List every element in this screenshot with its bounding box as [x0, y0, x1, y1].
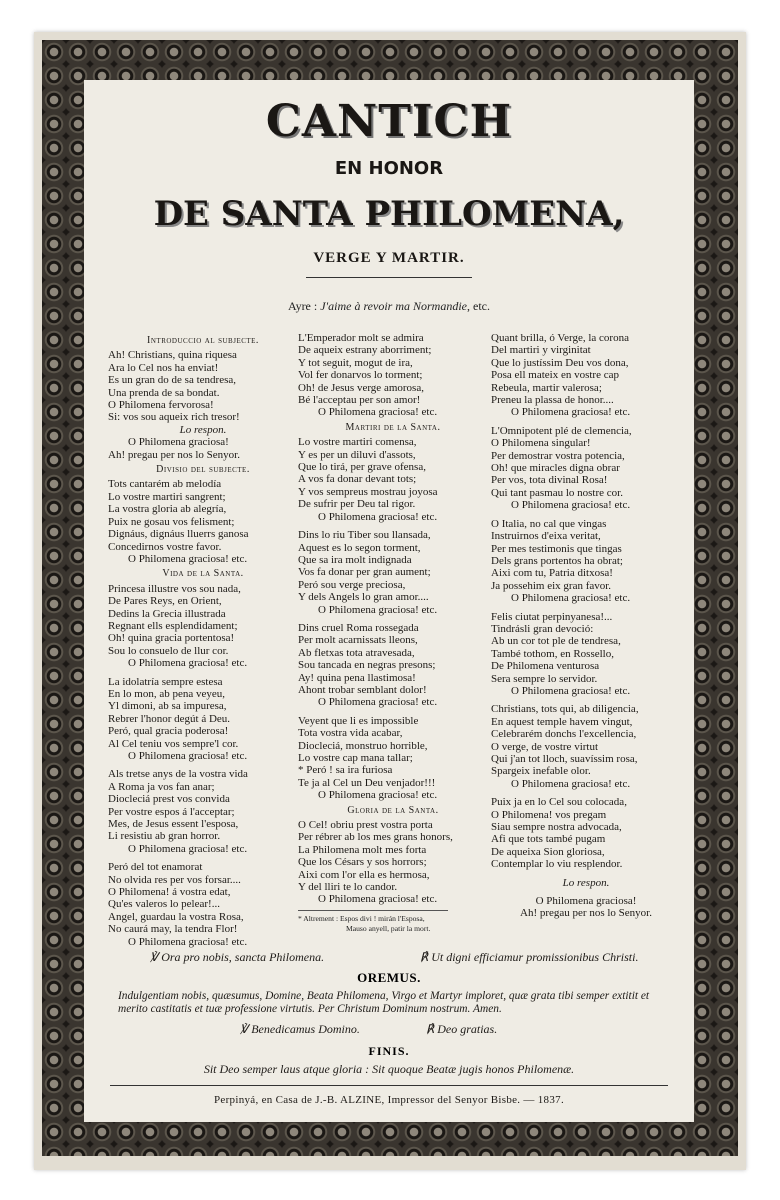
title-santa-philomena: DE SANTA PHILOMENA,	[153, 194, 625, 234]
verse-line: Ab un cor tot ple de tendresa,	[491, 635, 621, 648]
verse-line: Siau sempre nostra advocada,	[491, 821, 622, 834]
verse-line: Angel, guardau la vostra Rosa,	[108, 910, 244, 923]
verse-line: Qui tant pasmau lo nostre cor.	[491, 486, 623, 499]
verse-line: Peró sou verge preciosa,	[298, 578, 406, 591]
refrain-line: O Philomena graciosa! etc.	[128, 552, 248, 565]
ayre-line	[84, 299, 694, 314]
verse-line: Instruirnos d'eixa veritat,	[491, 530, 601, 543]
verse-line: Del martiri y virginitat	[491, 344, 591, 357]
verse-line: Tindrásli gran devoció:	[491, 622, 594, 635]
verse-line: Aquest es lo segon torment,	[298, 541, 421, 554]
section-heading: Gloria de la Santa.	[347, 804, 439, 816]
section-heading: Introduccio al subjecte.	[147, 335, 259, 346]
verse-line: O Philomena! á vostra edat,	[108, 886, 231, 899]
verse-line: Puix ne gosau vos felisment;	[108, 515, 235, 528]
verse-line: Oh! de Jesus verge amorosa,	[298, 381, 424, 394]
verse-line: Y del lliri te lo candor.	[298, 881, 398, 894]
verse-line: O Philomena fervorosa!	[108, 399, 214, 412]
title-en-honor: EN HONOR	[334, 158, 444, 179]
verse-line: Li resistiu ab gran horror.	[108, 830, 221, 843]
verse-line: Oh! quina gracia portentosa!	[108, 632, 235, 645]
verse-line: Dedins la Grecia illustrada	[108, 607, 226, 620]
verse-line: O Philomena singular!	[491, 437, 591, 450]
refrain-line: O Philomena graciosa! etc.	[318, 789, 438, 802]
verse-line: Ara lo Cel nos ha enviat!	[108, 361, 219, 374]
verse-line: Lo vostre martiri comensa,	[298, 436, 417, 449]
verse-line: Que lo tirá, per grave ofensa,	[298, 461, 426, 474]
verse-line: Concedirnos vostre favor.	[108, 540, 222, 553]
refrain-line: O Philomena graciosa! etc.	[128, 935, 248, 948]
refrain-line: O Philomena graciosa! etc.	[128, 750, 248, 762]
title-cantich: CANTICH	[265, 96, 513, 147]
verse-line: Tots cantarém ab melodía	[108, 478, 222, 491]
verse-line: Qui j'an tot lloch, suavíssim rosa,	[491, 753, 638, 765]
refrain-line: O Philomena graciosa! etc.	[318, 696, 438, 709]
verse-line: Aixi com l'or ella es hermosa,	[298, 868, 430, 881]
refrain-line: O Philomena graciosa! etc.	[511, 777, 631, 790]
verse-line: Princesa illustre vos sou nada,	[108, 582, 241, 595]
verse-line: No olvida res per vos forsar....	[108, 873, 241, 886]
verse-line: L'Emperador molt se admira	[298, 332, 424, 344]
refrain-line: O Philomena graciosa!	[535, 895, 637, 908]
verse-line: Te ja al Cel un Deu venjador!!!	[298, 776, 436, 789]
verse-line: Tota vostra vida acabar,	[298, 727, 403, 740]
verse-line: Lo vostre cap mana tallar;	[298, 752, 413, 764]
verse-line: Christians, tots qui, ab diligencia,	[491, 703, 639, 716]
verse-line: Yl dimoni, ab sa impuresa,	[108, 700, 227, 713]
ayre-prefix: Ayre :	[288, 299, 318, 313]
verse-line: O Cel! obriu prest vostra porta	[298, 819, 433, 832]
verse-line: Regnant ells esplendidament;	[108, 619, 238, 632]
verse-line: Rebeula, martir valerosa;	[491, 381, 602, 394]
verse-line: En aquest temple havem vingut,	[491, 715, 633, 728]
verse-line: Peró, qual gracia poderosa!	[108, 725, 229, 738]
refrain-line: O Philomena graciosa! etc.	[511, 684, 631, 697]
verse-line: Y tot seguit, mogut de ira,	[298, 356, 413, 369]
refrain-line: O Philomena graciosa! etc.	[511, 406, 631, 419]
verse-line: Ab fletxas tota atravesada,	[298, 646, 415, 659]
verse-line: Que los Césars y sos horrors;	[298, 856, 427, 869]
verse-line: Peró del tot enamorat	[108, 861, 203, 874]
prayer-text: Indulgentiam nobis, quæsumus, Domine, Beata Philomena, Virgo et Martyr imploret, quæ grata tibi semper extitit et merito castitatis et tuæ professione virtutis. Per Christum Dominum nostrum. Amen.	[118, 990, 650, 1015]
footnote	[298, 914, 488, 933]
verse-line: Ja possehim eix gran favor.	[491, 579, 612, 592]
verse-line: O Italia, no cal que vingas	[491, 517, 607, 530]
refrain-line: O Philomena graciosa! etc.	[318, 893, 438, 906]
verse-line: Es un gran do de sa tendresa,	[108, 374, 236, 387]
verse-line: Puix ja en lo Cel sou colocada,	[491, 796, 627, 809]
refrain-line: O Philomena graciosa! etc.	[318, 406, 438, 419]
verse-line: Per molt acarnissats lleons,	[298, 634, 418, 647]
verse-line: Diocleciá prest vos convida	[108, 793, 230, 806]
verse-column-3	[491, 332, 681, 920]
verse-line: Ay! quina pena llastimosa!	[298, 671, 416, 684]
verse-line: * Peró ! sa ira furiosa	[298, 764, 393, 777]
refrain-line: O Philomena graciosa! etc.	[511, 592, 631, 605]
ayre-suffix: , etc.	[467, 299, 490, 313]
section-heading: Vida de la Santa.	[162, 568, 244, 580]
footnote-line: * Altrement : Espos divi ! mirán l'Esposa,	[298, 914, 425, 923]
refrain-line: O Philomena graciosa! etc.	[318, 603, 438, 616]
finis-heading: FINIS.	[368, 1044, 410, 1058]
ayre-tune: J'aime à revoir ma Normandie	[320, 299, 467, 313]
verse-line: De Pares Reys, en Orient,	[108, 595, 222, 608]
refrain-line: O Philomena graciosa! etc.	[318, 510, 438, 523]
title-rule	[306, 277, 472, 278]
verse-line: Oh! que miracles digna obrar	[491, 462, 620, 475]
verse-line: Una prenda de sa bondat.	[108, 386, 220, 399]
verse-line: En lo mon, ab pena veyeu,	[108, 687, 225, 700]
versicle-benedicamus: ℣ Benedicamus Domino.	[240, 1022, 360, 1036]
verse-line: Dignáus, dignáus lluerrs ganosa	[108, 528, 249, 541]
verse-line: De aqueix estrany aborriment;	[298, 344, 432, 357]
verse-line: Felis ciutat perpinyanesa!...	[491, 610, 613, 623]
verse-line: Qu'es valeros lo pelear!...	[108, 898, 220, 911]
verse-line: De Philomena venturosa	[491, 660, 600, 673]
verse-line: Sera sempre lo servidor.	[491, 672, 598, 685]
verse-column-2	[298, 332, 488, 906]
verse-line: O verge, de vostre virtut	[491, 740, 599, 753]
verse-line: La idolatría sempre estesa	[108, 675, 223, 688]
subtitle-verge-y-martir: VERGE Y MARTIR.	[313, 250, 465, 266]
verse-line: No caurá may, la tendra Flor!	[108, 923, 238, 936]
footnote-rule	[298, 910, 448, 911]
refrain-line: O Philomena graciosa! etc.	[128, 657, 248, 670]
doxology-line: Sit Deo semper laus atque gloria : Sit quoque Beatæ jugis honos Philomenæ.	[203, 1062, 575, 1076]
verse-line: De sufrir per Deu tal rigor.	[298, 498, 416, 511]
verse-line: Posa ell mateix en vostre cap	[491, 369, 619, 382]
verse-line: A vos fa donar devant tots;	[298, 473, 417, 486]
response-deo-gratias: ℟ Deo gratias.	[426, 1022, 498, 1036]
verse-line: Ahont trobar semblant dolor!	[298, 683, 427, 696]
verse-line: A Roma ja vos fan anar;	[108, 780, 215, 793]
verse-column-1	[108, 332, 298, 948]
verse-line: Contemplar lo viu resplendor.	[491, 858, 623, 871]
verse-line: Preneu la plassa de honor....	[491, 394, 614, 407]
verse-line: Sou tancada en negras presons;	[298, 659, 436, 672]
refrain-line: Ah! pregau per nos lo Senyor.	[520, 907, 652, 920]
printer-imprint: Perpinyá, en Casa de J.-B. ALZINE, Impressor del Senyor Bisbe. — 1837.	[213, 1094, 565, 1106]
verse-line: Veyent que li es impossible	[298, 714, 419, 727]
verse-line: Per demostrar vostra potencia,	[491, 449, 625, 462]
versicle-ora-pro-nobis: ℣ Ora pro nobis, sancta Philomena.	[150, 950, 325, 964]
verse-line: Dins lo riu Tiber sou llansada,	[298, 529, 431, 542]
verse-line: Que sa ira molt indignada	[298, 553, 412, 566]
oremus-heading: OREMUS.	[357, 970, 421, 985]
refrain-line: O Philomena graciosa!	[128, 436, 229, 449]
verse-line: Aixi com tu, Patria ditxosa!	[491, 567, 613, 580]
section-heading: Martiri de la Santa.	[345, 421, 441, 433]
refrain-label: Lo respon.	[179, 423, 227, 436]
verse-line: Vol fer donarvos lo torment;	[298, 369, 423, 382]
verse-line: Afi que tots també pugam	[491, 833, 606, 846]
verse-line: La vostra gloria ab alegría,	[108, 503, 227, 516]
verse-line: Y es per un diluvi d'assots,	[298, 448, 416, 461]
verse-line: Per mes testimonis que tingas	[491, 542, 622, 555]
verse-line: L'Omnipotent plé de clemencia,	[491, 424, 632, 437]
verse-line: Lo vostre martiri sangrent;	[108, 490, 226, 503]
verse-line: Que lo justíssim Deu vos dona,	[491, 356, 629, 369]
verse-line: Als tretse anys de la vostra vida	[108, 768, 248, 781]
verse-line: Sou lo consuelo de llur cor.	[108, 644, 229, 657]
verse-line: Per rébrer ab los mes grans honors,	[298, 831, 453, 844]
refrain-line: O Philomena graciosa! etc.	[128, 842, 248, 855]
verse-line: Spargeix inefable olor.	[491, 765, 591, 778]
imprint-rule	[110, 1085, 668, 1086]
verse-line: De aqueixa Sion gloriosa,	[491, 845, 605, 858]
verse-line: Dins cruel Roma rossegada	[298, 621, 419, 634]
verse-line: Si: vos sou aqueix rich tresor!	[108, 411, 240, 424]
verse-line: Bé l'acceptau per son amor!	[298, 394, 421, 407]
verse-line: Celebrarém donchs l'excellencia,	[491, 728, 637, 741]
verse-line: Y vos sempreus mostrau joyosa	[298, 485, 438, 498]
verse-line: Quant brilla, ó Verge, la corona	[491, 332, 629, 344]
verse-line: També tothom, en Rossello,	[491, 647, 614, 660]
verse-line: Per vos, tota divinal Rosa!	[491, 474, 608, 487]
verse-line: Diocleciá, monstruo horrible,	[298, 739, 428, 752]
verse-line: Y dels Angels lo gran amor....	[298, 591, 429, 604]
verse-line: Rebrer l'honor degút á Deu.	[108, 712, 231, 725]
verse-line: Dels grans portentos ha obrat;	[491, 554, 623, 567]
verse-line: Per vostre espos á l'acceptar;	[108, 805, 235, 818]
verse-line: Al Cel teniu vos sempre'l cor.	[108, 737, 239, 750]
section-heading: Divisio del subjecte.	[156, 464, 250, 476]
verse-line: Ah! Christians, quina riquesa	[108, 349, 237, 362]
verse-line: Vos fa donar per gran aument;	[298, 566, 431, 579]
verse-line: Mes, de Jesus essent l'esposa,	[108, 818, 239, 831]
footnote-line: Mauso anyell, patir la mort.	[346, 923, 431, 933]
response-ut-digni: ℟ Ut digni efficiamur promissionibus Christi.	[420, 950, 639, 964]
refrain-label: Lo respon.	[562, 876, 610, 889]
verse-line: Ah! pregau per nos lo Senyor.	[108, 448, 240, 461]
refrain-line: O Philomena graciosa! etc.	[511, 499, 631, 512]
verse-line: La Philomena molt mes forta	[298, 843, 427, 856]
verse-line: O Philomena! vos pregam	[491, 808, 607, 821]
